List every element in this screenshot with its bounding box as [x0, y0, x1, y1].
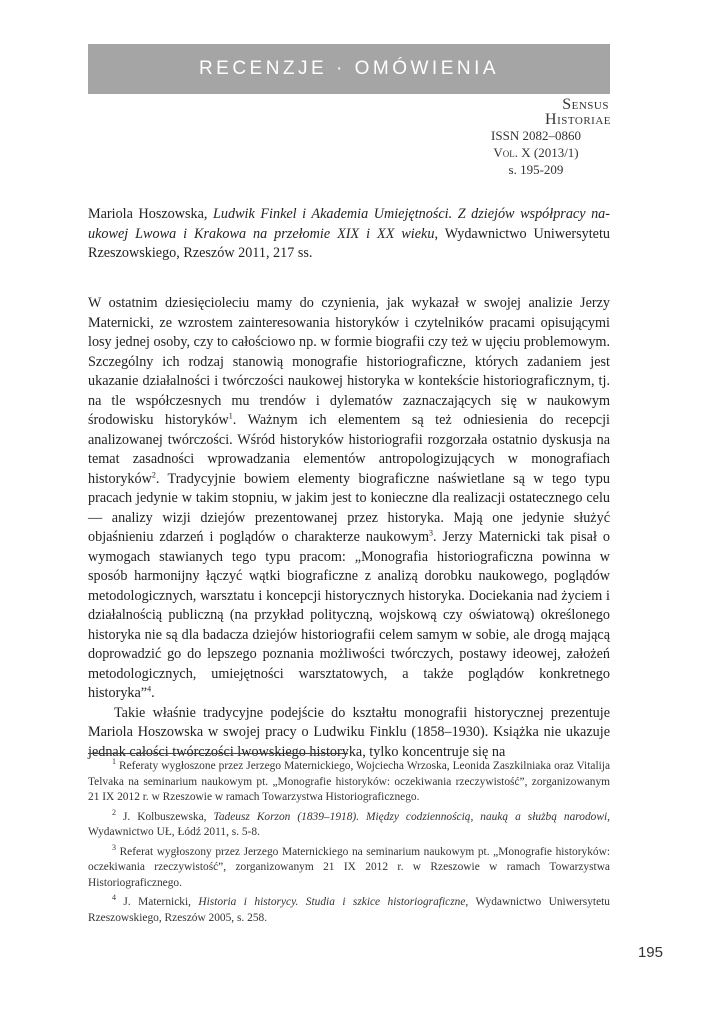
footnote-2-text-b: , Wydawnictwo UŁ, Łódź 2011, s. 5-8. — [88, 810, 610, 838]
reference-publisher: , Wydawnictwo Uniwersytetu Rzeszowskiego, Rzeszów 2011, 217 ss. — [88, 225, 610, 261]
footnote-2-mark: 2 — [112, 807, 116, 817]
footnote-1-mark: 1 — [112, 757, 116, 767]
footnote-1 — [88, 759, 610, 806]
p1-part-e: . — [151, 685, 155, 701]
p1-part-a: W ostatnim dziesięcioleciu mamy do czynienia, jak wykazał w swojej analizie Jerzy Maternicki, ze wzrostem zainteresowania historyków i czytelników pracami opisującymi losy jednej osoby, czy to całościowo np. w formie biografii czy też w ujęciu problemowym. Szczególny ich rodzaj stanowią monografie historiograficzne, których zadaniem jest ukazanie działalności i twórczości naukowej historyka w kontekście historiograficznym, tj. na tle współczesnych mu trendów i dylematów zaznaczających się w naukowym środowisku historyków — [88, 295, 610, 428]
footnote-3-text: Referat wygłoszony przez Jerzego Maternickiego na seminarium naukowym pt. „Monografie historyków: oczekiwania rzeczywistość”, zorganizowanym 21 IX 2012 r. w Rzeszowie w ramach Towarzystwa Historiograficznego. — [88, 845, 610, 889]
journal-info — [411, 97, 611, 178]
footnote-4-text-a: J. Maternicki, — [116, 896, 199, 908]
footnote-3 — [88, 842, 610, 892]
p1-part-c: . Tradycyjnie bowiem elementy biograficzne naświetlane są w tego typu pracach jedynie w takim stopniu, w jakim jest to konieczne dla realizacji ostatecznego celu — analizy wizji dziejów prezentowanej przez historyka. Mają one jedynie służyć objaśnieniu zdarzeń i poglądów o charakterze naukowym — [88, 470, 610, 545]
footnote-1-text: Referaty wygłoszone przez Jerzego Maternickiego, Wojciecha Wrzoska, Leonida Zaszkilniaka oraz Vitalija Telvaka na seminarium naukowym pt. „Monografie historyków: oczekiwania rzeczywistość”, zorganizowanym 21 IX 2012 r. w Rzeszowie w ramach Towarzystwa Historiograficznego. — [88, 760, 610, 803]
page-number: 195 — [637, 944, 663, 961]
section-banner — [88, 44, 610, 94]
section-title: RECENZJE · OMÓWIENIA — [198, 58, 500, 79]
footnote-4 — [88, 895, 610, 926]
journal-issn: ISSN 2082–0860 — [491, 128, 581, 143]
footnotes — [88, 759, 610, 930]
p1-part-d: . Jerzy Maternicki tak pisał o wymogach stawianych tego typu pracom: „Monografia historiograficzna powinna w sposób harmonijny łączyć wątki biograficzne z analizą dorobku naukowego, poglądów metodologicznych, warsztatu i koncepcji historycznych historyka. Dociekania nad życiem i działalnością publiczną (na przykład polityczną, wojskową czy oświatową) określonego historyka nie są dla badacza dziejów historiografii celem samym w sobie, ale drogą mającą doprowadzić go do lepszego poznania możliwości twórczych, postawy ideowej, założeń metodologicznych, umiejętności warsztatowych, a także poglądów konkretnego historyka” — [88, 529, 610, 701]
footnote-4-title: Historia i historycy. Studia i szkice historiograficzne — [198, 896, 466, 908]
journal-pages: s. 195-209 — [508, 162, 564, 177]
footnote-divider — [88, 753, 348, 754]
reference-author: Mariola Hoszowska, — [88, 206, 214, 222]
footnote-ref-4[interactable]: 4 — [147, 684, 152, 694]
review-body — [88, 294, 610, 762]
footnote-3-mark: 3 — [112, 842, 116, 852]
footnote-ref-3[interactable]: 3 — [428, 528, 433, 538]
p1-part-b: . Ważnym ich elementem są też odniesienia do recepcji analizowanej twórczości. Wśród historyków historiografii rozgorzała ostatnio dyskusja na temat zasadności wprowadzania elementów antropologizujących w monografiach historyków — [88, 412, 610, 487]
paragraph-1 — [88, 294, 610, 704]
journal-name-line1: Sensus — [562, 96, 609, 113]
footnote-4-mark: 4 — [112, 893, 116, 903]
paragraph-2: Takie właśnie tradycyjne podejście do kształtu monografii historycznej prezentuje Mariola Hoszowska w swojej pracy o Ludwiku Finklu (1858–1930). Książka nie ukazuje jednak całości twórczości lwowskiego historyka, tylko koncentruje się na — [88, 704, 610, 760]
footnote-ref-1[interactable]: 1 — [228, 411, 233, 421]
reference-title: Ludwik Finkel i Akademia Umiejętności. Z dziejów współpracy naukowej Lwowa i Krakowa na przełomie XIX i XX wieku — [88, 206, 610, 242]
journal-volume: Vol. X (2013/1) — [493, 145, 579, 160]
book-reference — [88, 205, 610, 264]
journal-meta — [461, 127, 611, 178]
journal-name-line2: Historiae — [545, 111, 611, 128]
journal-name — [411, 97, 611, 127]
footnote-4-text-b: , Wydawnictwo Uniwersytetu Rzeszowskiego, Rzeszów 2005, s. 258. — [88, 896, 610, 924]
footnote-ref-2[interactable]: 2 — [151, 469, 156, 479]
footnote-2 — [88, 807, 610, 841]
footnote-2-text-a: J. Kolbuszewska, — [116, 810, 214, 823]
footnote-2-title: Tadeusz Korzon (1839–1918). Między codziennością, nauką a służbą narodowi — [213, 810, 608, 823]
